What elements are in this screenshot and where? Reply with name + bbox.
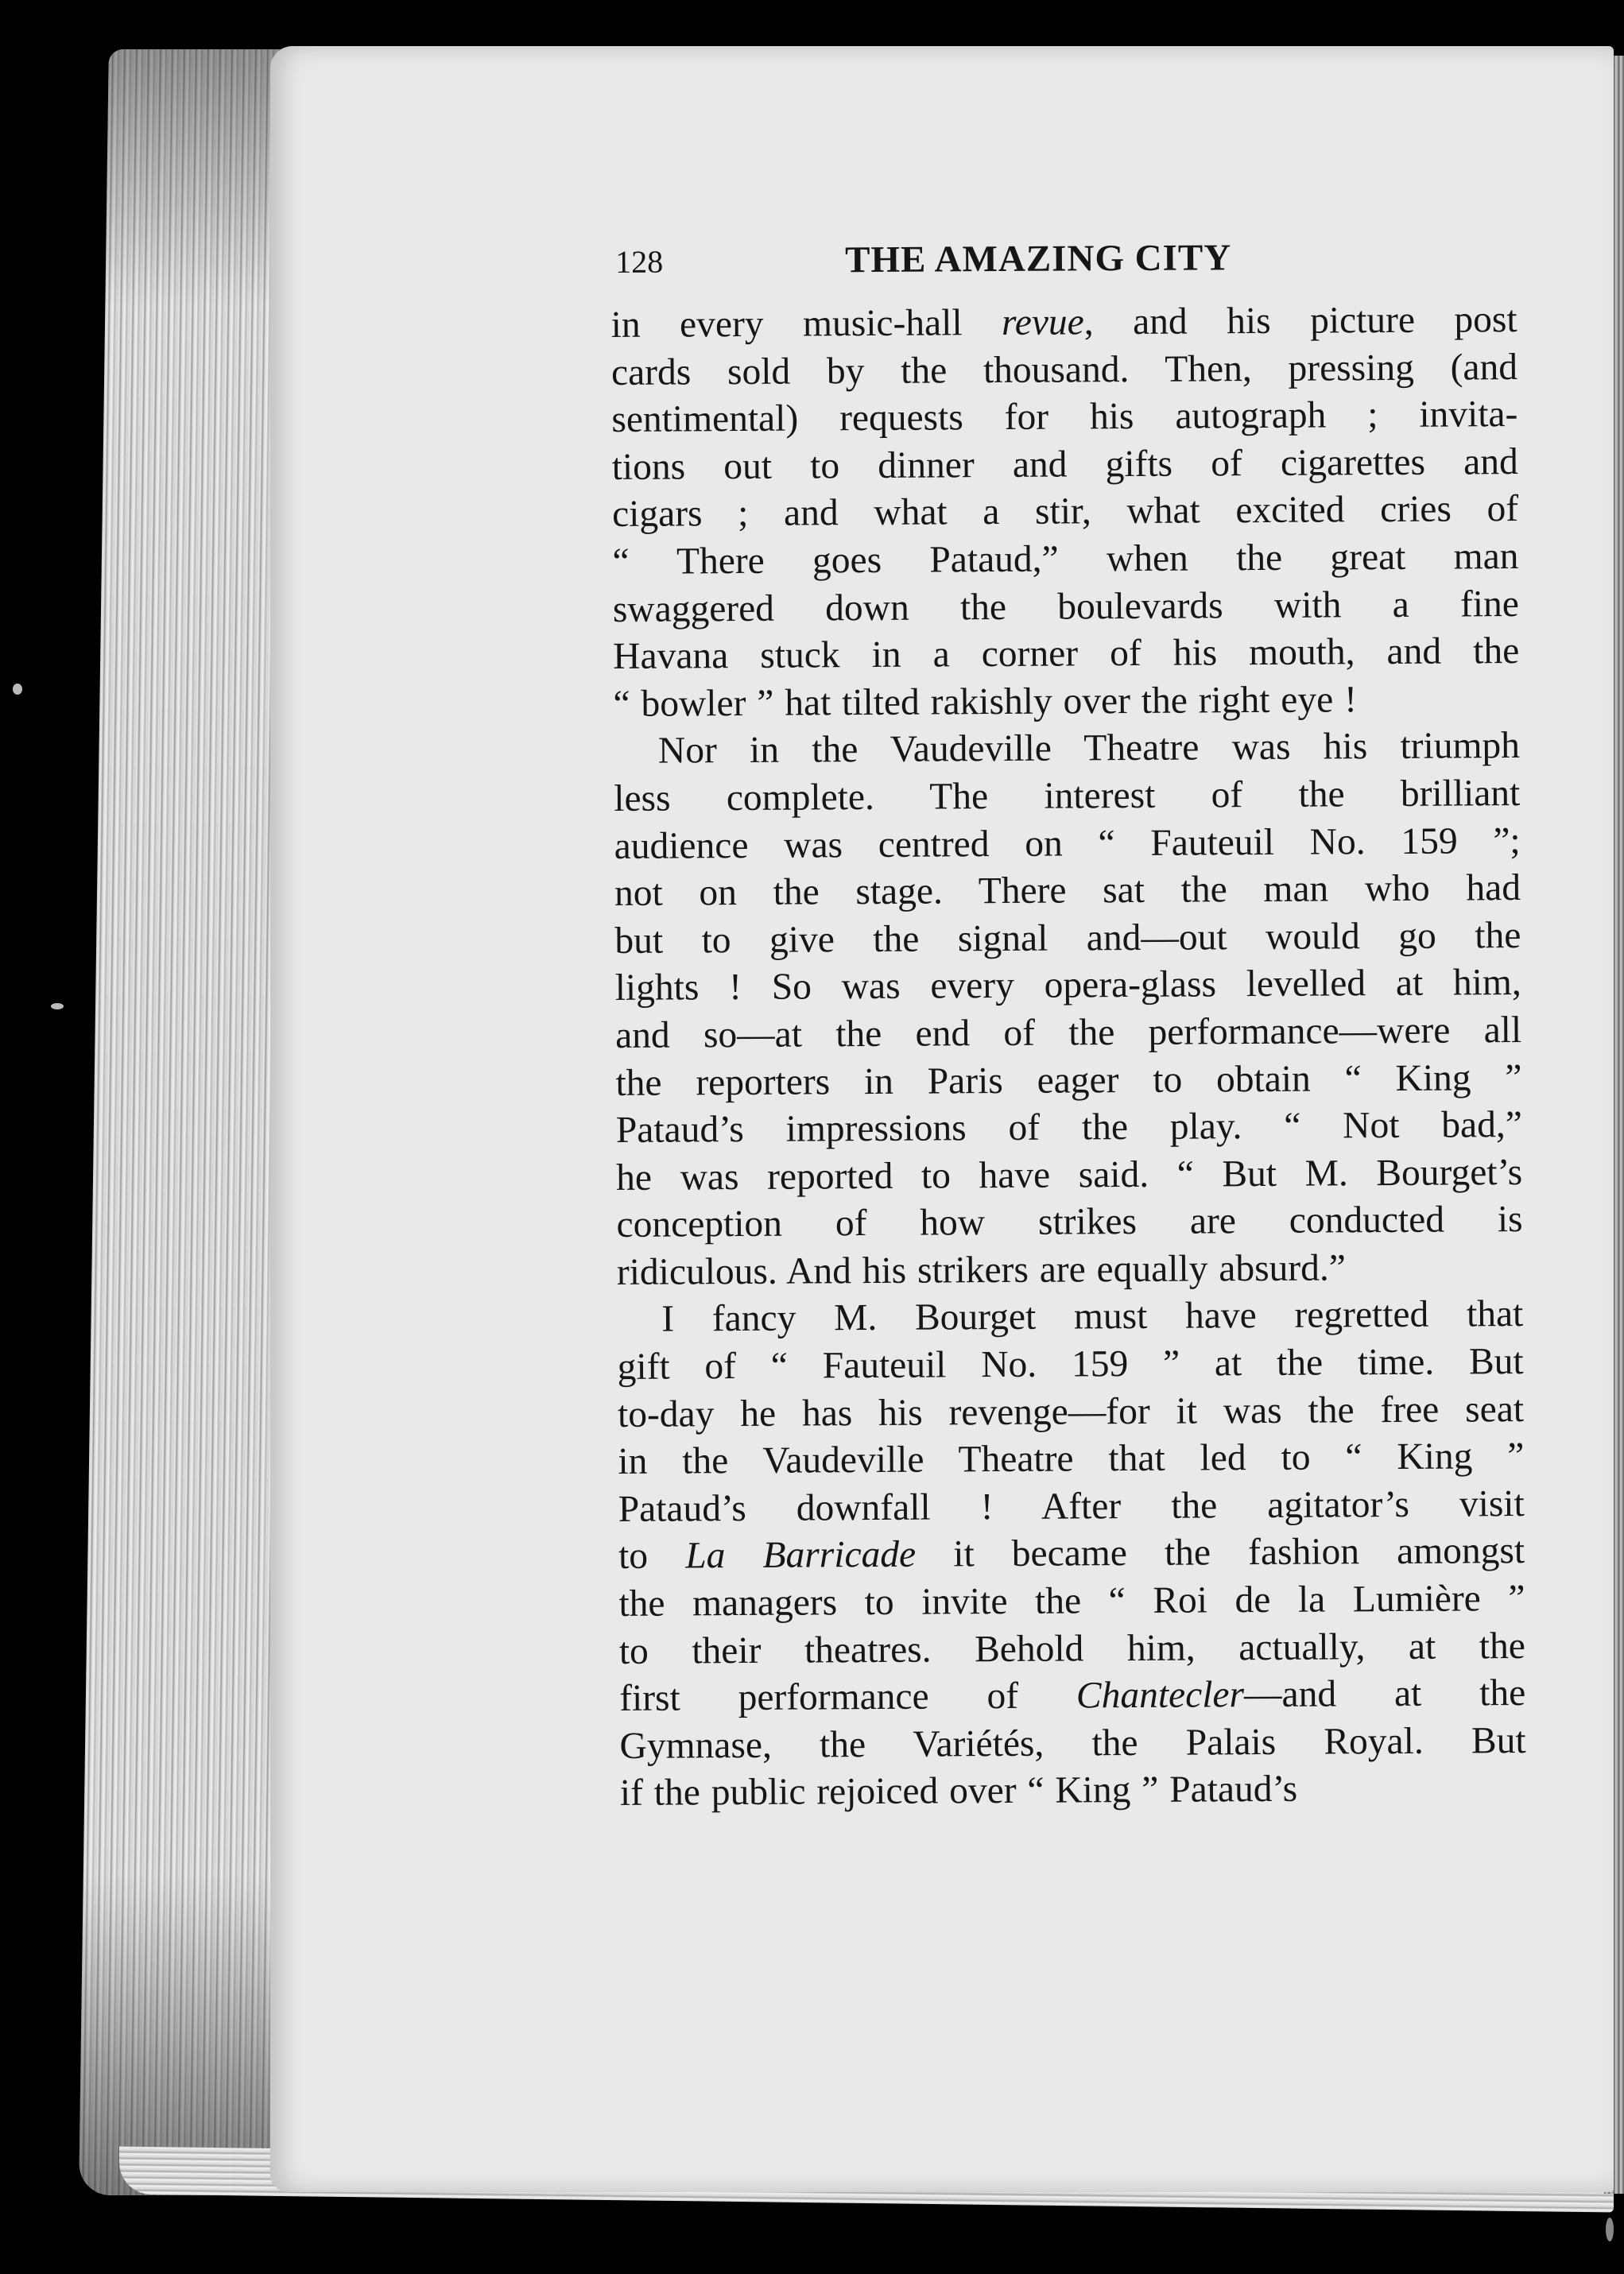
text-line <box>615 959 1521 1013</box>
text-run: Pataud’s impressions of the play. “ Not bad,” <box>615 1104 1522 1152</box>
text-line <box>613 676 1519 729</box>
text-line <box>619 1670 1525 1723</box>
text-run: audience was centred on “ Fauteuil No. 159 ”; <box>614 819 1521 867</box>
text-run: to <box>618 1535 686 1578</box>
text-run: first performance of <box>619 1675 1077 1720</box>
text-line <box>612 439 1518 492</box>
italic-text: La Barricade <box>685 1534 917 1577</box>
text-line <box>615 1055 1521 1108</box>
text-run: not on the stage. There sat the man who had <box>614 867 1521 915</box>
text-run: , and his picture post <box>1083 299 1517 343</box>
text-line <box>616 1196 1522 1249</box>
text-line <box>614 722 1520 776</box>
text-run: the reporters in Paris eager to obtain “ King ” <box>615 1056 1522 1104</box>
text-line <box>619 1623 1525 1676</box>
text-run: lights ! So was every opera-glass levelled at him, <box>614 962 1521 1009</box>
text-run: tions out to dinner and gifts of cigarettes and <box>611 440 1518 488</box>
text-line <box>614 912 1521 966</box>
text-block <box>610 233 1526 1818</box>
text-run: cigars ; and what a stir, what excited cries of <box>611 488 1519 536</box>
border-speck <box>51 1003 64 1009</box>
text-run: Pataud’s downfall ! After the agitator’s visit <box>618 1482 1525 1530</box>
text-run: Nor in the Vaudeville Theatre was his triumph <box>657 725 1521 772</box>
text-line <box>617 1338 1523 1392</box>
text-line <box>612 533 1518 587</box>
text-run: the managers to invite the “ Roi de la Lumière ” <box>618 1578 1525 1625</box>
text-run: swaggered down the boulevards with a fine <box>612 583 1519 630</box>
text-line <box>613 628 1519 681</box>
page-number: 128 <box>615 243 664 280</box>
text-line <box>618 1386 1524 1439</box>
text-line <box>620 1765 1526 1818</box>
text-run: —and at the <box>1243 1672 1526 1716</box>
text-line <box>615 1007 1521 1060</box>
text-line <box>612 486 1518 539</box>
text-line <box>619 1718 1525 1771</box>
text-run: ridiculous. And his strikers are equally absurd.” <box>616 1247 1347 1293</box>
text-line <box>617 1291 1523 1344</box>
border-speck <box>1606 2218 1614 2241</box>
italic-text: Chantecler <box>1076 1674 1245 1717</box>
body-text <box>610 296 1526 1818</box>
text-line <box>617 1244 1523 1297</box>
text-line <box>611 391 1517 444</box>
text-line <box>616 1102 1522 1155</box>
text-line <box>611 344 1517 397</box>
text-run: in every music-hall <box>610 301 1002 346</box>
text-run: “ bowler ” hat tilted rakishly over the right eye ! <box>613 679 1358 725</box>
text-run: to their theatres. Behold him, actually, at the <box>618 1625 1525 1672</box>
text-line <box>614 818 1520 871</box>
italic-text: revue <box>1001 301 1084 343</box>
text-run: but to give the signal and—out would go the <box>614 914 1521 962</box>
text-line <box>614 865 1521 918</box>
text-run: “ There goes Pataud,” when the great man <box>612 535 1519 583</box>
text-run: in the Vaudeville Theatre that led to “ King ” <box>618 1435 1525 1483</box>
border-speck <box>13 684 22 695</box>
text-run: and so—at the end of the performance—were all <box>614 1009 1522 1056</box>
text-run: Gymnase, the Variétés, the Palais Royal. But <box>619 1719 1526 1767</box>
text-line <box>616 1149 1522 1203</box>
text-run: Havana stuck in a corner of his mouth, and the <box>613 630 1520 678</box>
text-run: I fancy M. Bourget must have regretted that <box>661 1293 1524 1341</box>
text-run: cards sold by the thousand. Then, pressing (and <box>610 346 1518 393</box>
text-line <box>618 1528 1525 1581</box>
text-line <box>613 581 1519 634</box>
running-title: THE AMAZING CITY <box>845 237 1232 281</box>
paragraph <box>614 722 1523 1296</box>
text-line <box>618 1575 1525 1629</box>
text-run: less complete. The interest of the brilliant <box>614 772 1521 819</box>
text-run: sentimental) requests for his autograph ; invita- <box>611 393 1518 441</box>
paragraph <box>617 1291 1526 1817</box>
text-line <box>614 770 1520 823</box>
paragraph <box>610 296 1519 728</box>
text-run: he was reported to have said. “ But M. Bourget’s <box>616 1151 1523 1199</box>
text-line <box>610 296 1517 350</box>
text-run: to-day he has his revenge—for it was the free seat <box>617 1388 1525 1435</box>
running-head <box>610 233 1517 302</box>
text-run: if the public rejoiced over “ King ” Pataud’s <box>619 1768 1298 1815</box>
text-run: conception of how strikes are conducted is <box>616 1199 1523 1246</box>
text-run: it became the fashion amongst <box>915 1530 1525 1576</box>
text-run: gift of “ Fauteuil No. 159 ” at the time. But <box>617 1341 1524 1389</box>
text-line <box>618 1481 1525 1534</box>
text-line <box>618 1433 1524 1486</box>
